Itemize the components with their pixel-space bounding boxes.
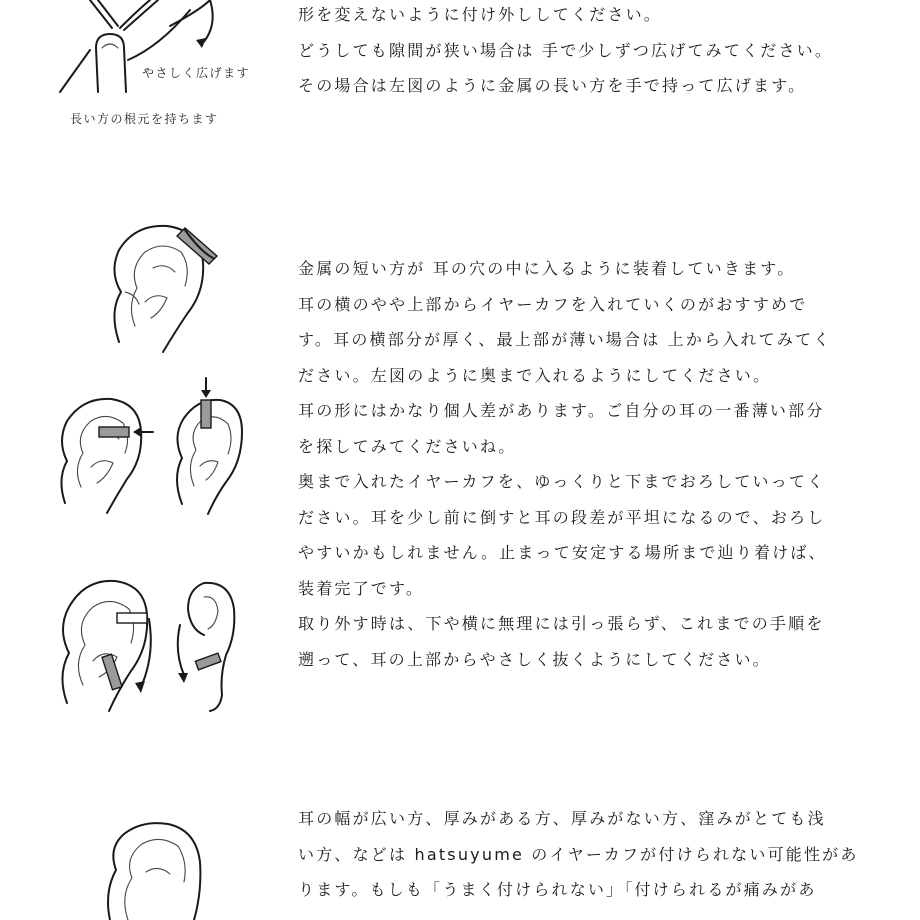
- text-line: ださい。左図のように奥まで入れるようにしてください。: [298, 365, 772, 385]
- text-line: やすいかもしれません。止まって安定する場所まで辿り着けば、: [298, 543, 827, 562]
- text-line: 耳の形にはかなり個人差があります。ご自分の耳の一番薄い部分: [298, 401, 825, 420]
- text-line: 装着完了です。: [298, 578, 425, 598]
- caption-hold-base: 長い方の根元を持ちます: [70, 112, 219, 126]
- section3-text: [298, 804, 898, 911]
- text-line: 取り外す時は、下や横に無理には引っ張らず、これまでの手順を: [298, 614, 825, 633]
- section1-text: [298, 0, 898, 107]
- text-line: 耳の横のやや上部からイヤーカフを入れていくのがおすすめで: [298, 294, 808, 314]
- text-line: 奥まで入れたイヤーカフを、ゆっくりと下までおろしていってく: [298, 472, 826, 491]
- text-line: どうしても隙間が狭い場合は 手で少しずつ広げてみてください。: [298, 40, 834, 60]
- ear-cuff-illustration-from-top: [168, 370, 258, 520]
- ear-cuff-illustration-side: [55, 395, 165, 515]
- ear-cuff-illustration-front: [170, 575, 250, 715]
- hand-spreading-illustration: [50, 0, 220, 100]
- ear-shape-illustration: [100, 822, 220, 920]
- text-line: い方、などは hatsuyume のイヤーカフが付けられない可能性があ: [298, 844, 859, 864]
- text-line: ります。もしも「うまく付けられない」「付けられるが痛みがあ: [298, 880, 817, 899]
- text-line: ださい。耳を少し前に倒すと耳の段差が平坦になるので、おろし: [298, 507, 826, 527]
- text-line: 耳の幅が広い方、厚みがある方、厚みがない方、窪みがとても浅: [298, 809, 826, 828]
- text-line: 形を変えないように付け外ししてください。: [298, 5, 663, 24]
- caption-spread-gently: やさしく広げます: [142, 66, 251, 80]
- section2-text: [298, 254, 898, 680]
- text-line: その場合は左図のように金属の長い方を手で持って広げます。: [298, 76, 807, 95]
- text-line: 金属の短い方が 耳の穴の中に入るように装着していきます。: [298, 259, 796, 278]
- text-line: を探してみてくださいね。: [298, 436, 517, 456]
- text-line: 遡って、耳の上部からやさしく抜くようにしてください。: [298, 649, 771, 669]
- text-line: す。耳の横部分が厚く、最上部が薄い場合は 上から入れてみてく: [298, 330, 832, 349]
- ear-cuff-illustration-slide-down: [55, 575, 165, 715]
- ear-cuff-illustration-top: [105, 222, 225, 357]
